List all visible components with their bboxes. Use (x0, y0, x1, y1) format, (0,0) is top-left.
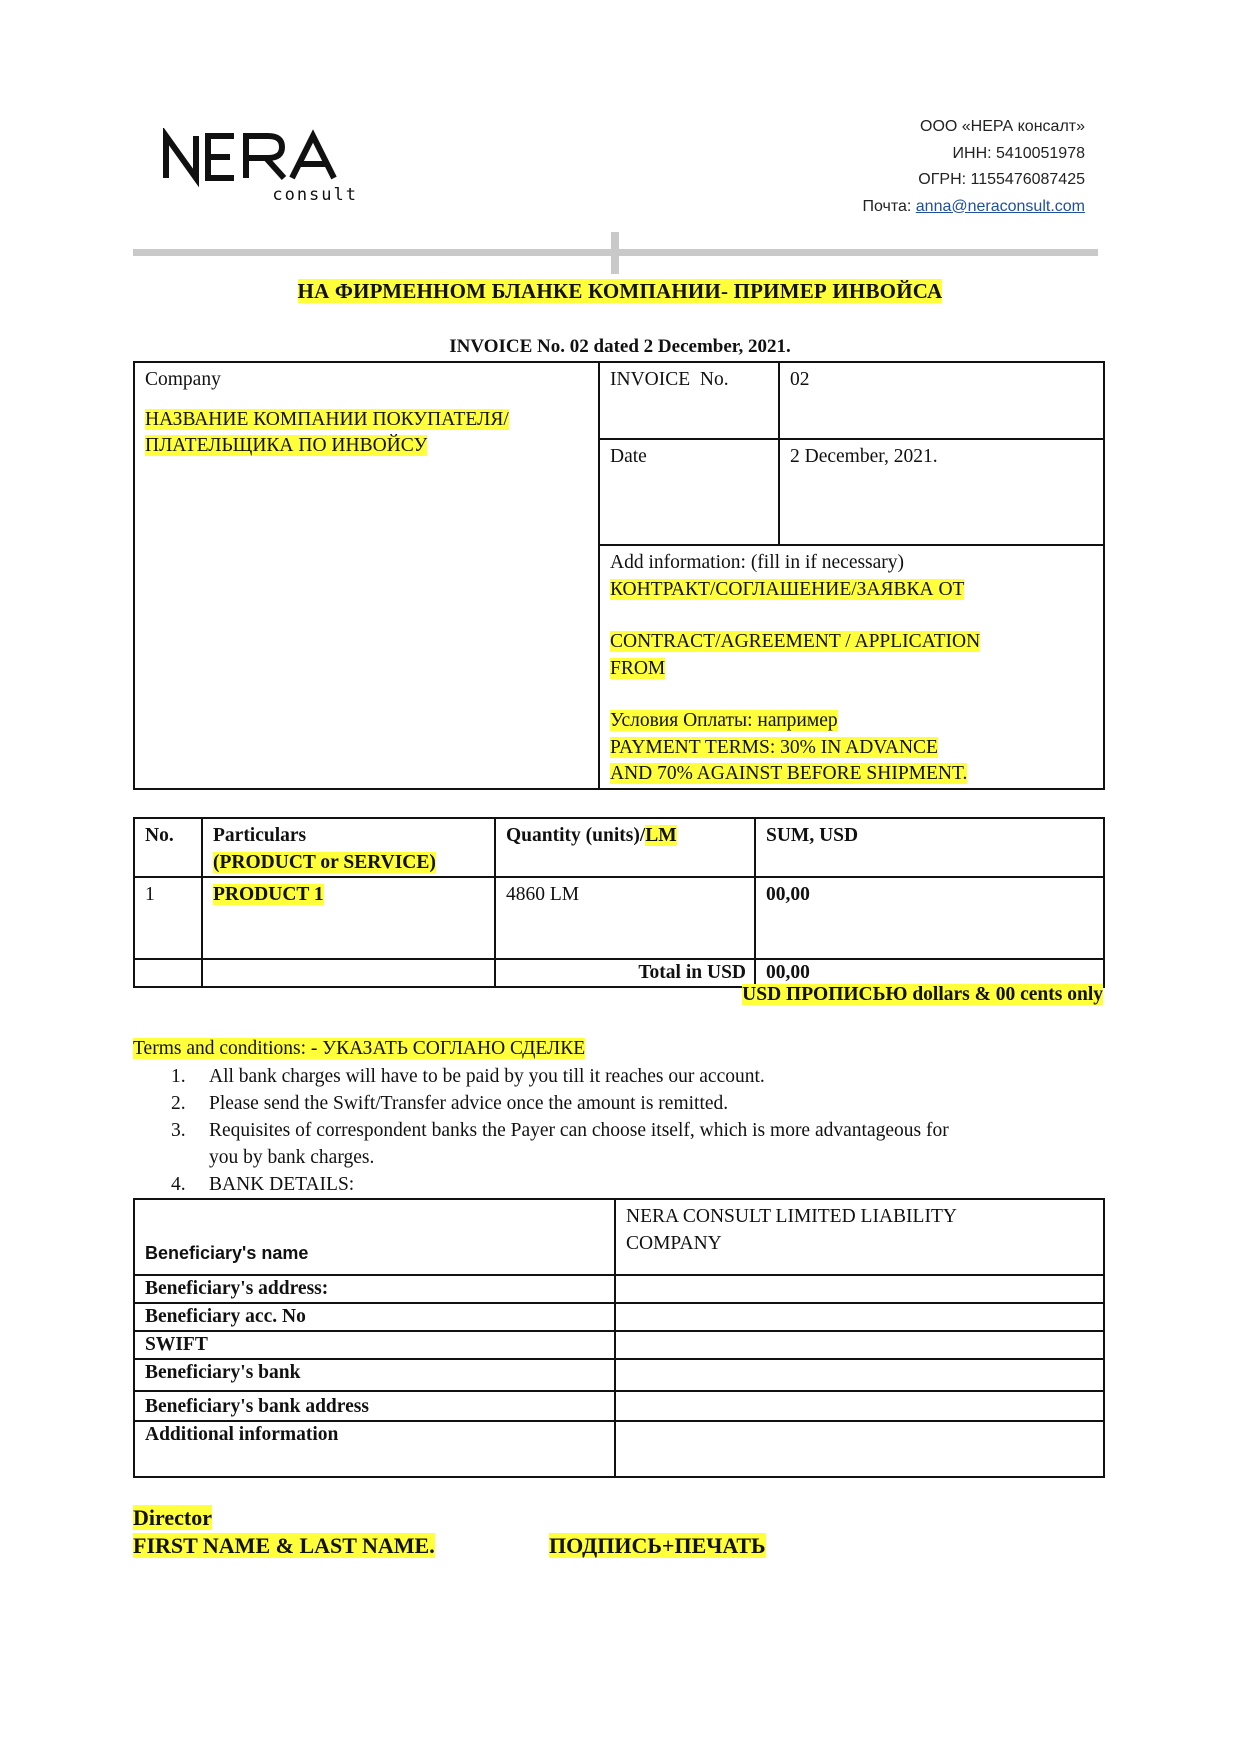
date-value: 2 December, 2021. (779, 439, 1104, 545)
invoice-no-value: 02 (779, 362, 1104, 439)
bank-row-value (615, 1421, 1104, 1477)
terms-heading-text: Terms and conditions: - УКАЗАТЬ СОГЛАНО СДЕЛКЕ (133, 1038, 586, 1059)
table-row (134, 1421, 1104, 1477)
list-item-text: All bank charges will have to be paid by you till it reaches our account. (209, 1066, 765, 1087)
invoice-info-table (133, 361, 1105, 790)
terms-list (133, 1063, 1103, 1198)
add-info-cell (599, 545, 1104, 789)
total-empty-particulars (202, 959, 495, 987)
company-inn: ИНН: 5410051978 (952, 144, 1085, 162)
signatory-title-text: Director (133, 1505, 212, 1530)
bank-row-label: Additional information (134, 1421, 615, 1477)
beneficiary-name-value (615, 1199, 1104, 1275)
row-particulars (202, 877, 495, 959)
email-label: Почта: (862, 197, 912, 215)
company-ogrn: ОГРН: 1155476087425 (918, 171, 1085, 188)
signatory-title (133, 1505, 212, 1531)
signatory-name (133, 1533, 435, 1559)
header-quantity-label: Quantity (units)/ (506, 825, 646, 846)
list-item-number: 2. (171, 1093, 186, 1114)
payment-terms-ru: Условия Оплаты: например (610, 710, 838, 731)
header-divider-tick (611, 232, 619, 274)
table-row (134, 1199, 1104, 1275)
bank-row-value (615, 1391, 1104, 1421)
total-value: 00,00 (755, 959, 1104, 987)
payment-terms-en-line1: PAYMENT TERMS: 30% IN ADVANCE (610, 736, 938, 758)
company-value-line2: ПЛАТЕЛЬЩИКА ПО ИНВОЙСУ (145, 435, 428, 456)
row-particulars-text: PRODUCT 1 (213, 884, 324, 905)
list-item-text: BANK DETAILS: (209, 1174, 355, 1195)
list-item-text: Please send the Swift/Transfer advice once the amount is remitted. (209, 1093, 729, 1114)
header-particulars-label: Particulars (213, 825, 307, 846)
list-item (133, 1117, 1103, 1171)
payment-terms-en-line2: AND 70% AGAINST BEFORE SHIPMENT. (610, 763, 968, 784)
beneficiary-name-line1: NERA CONSULT LIMITED LIABILITY (626, 1206, 957, 1227)
list-item-number: 4. (171, 1174, 186, 1195)
list-item (133, 1171, 1103, 1198)
header-no: No. (134, 818, 202, 877)
add-info-ru: КОНТРАКТ/СОГЛАШЕНИЕ/ЗАЯВКА ОТ (610, 578, 965, 600)
table-row (134, 1331, 1104, 1359)
bank-row-label: Beneficiary's bank address (134, 1391, 615, 1421)
signatory-name-text: FIRST NAME & LAST NAME. (133, 1533, 435, 1558)
table-row (134, 877, 1104, 959)
list-item-number: 1. (171, 1066, 186, 1087)
company-cell (134, 362, 599, 789)
amount-in-words-text: USD ПРОПИСЬЮ dollars & 00 cents only (742, 984, 1103, 1005)
bank-row-label: Beneficiary's address: (134, 1275, 615, 1303)
beneficiary-name-line2: COMPANY (626, 1232, 722, 1254)
list-item-number: 3. (171, 1120, 186, 1141)
bank-row-value (615, 1331, 1104, 1359)
company-email-line (862, 194, 1085, 221)
beneficiary-name-label: Beneficiary's name (134, 1199, 615, 1275)
table-row (134, 1303, 1104, 1331)
add-info-en-line1: CONTRACT/AGREEMENT / APPLICATION (610, 631, 981, 652)
add-info-en-line2: FROM (610, 657, 666, 679)
list-item (133, 1090, 1103, 1117)
row-sum: 00,00 (755, 877, 1104, 959)
terms-heading (133, 1038, 585, 1060)
date-label: Date (599, 439, 779, 545)
bank-row-value (615, 1303, 1104, 1331)
bank-details-table (133, 1198, 1105, 1478)
header-sum: SUM, USD (755, 818, 1104, 877)
total-empty-no (134, 959, 202, 987)
add-info-label: Add information: (fill in if necessary) (610, 552, 905, 573)
email-link[interactable]: anna@neraconsult.com (915, 197, 1085, 215)
table-row (134, 1391, 1104, 1421)
invoice-no-label: INVOICE No. (599, 362, 779, 439)
total-label: Total in USD (495, 959, 755, 987)
company-details (862, 114, 1085, 220)
list-item (133, 1063, 1103, 1090)
letterhead-banner (0, 279, 1240, 304)
bank-row-label: SWIFT (134, 1331, 615, 1359)
bank-row-label: Beneficiary acc. No (134, 1303, 615, 1331)
signature-stamp-label (549, 1533, 766, 1559)
banner-text: НА ФИРМЕННОМ БЛАНКЕ КОМПАНИИ- ПРИМЕР ИНВОЙСА (297, 279, 943, 303)
signature-stamp-text: ПОДПИСЬ+ПЕЧАТЬ (549, 1533, 766, 1558)
bank-row-label: Beneficiary's bank (134, 1359, 615, 1391)
row-quantity: 4860 LM (495, 877, 755, 959)
row-no: 1 (134, 877, 202, 959)
nera-consult-logo (162, 128, 362, 204)
items-header-row (134, 818, 1104, 877)
items-table (133, 817, 1105, 988)
table-row (134, 1359, 1104, 1391)
bank-row-value (615, 1359, 1104, 1391)
svg-text:consult: consult (272, 185, 358, 204)
company-value-line1: НАЗВАНИЕ КОМПАНИИ ПОКУПАТЕЛЯ/ (145, 408, 509, 430)
header-particulars (202, 818, 495, 877)
header-quantity-unit: LM (645, 825, 677, 846)
total-row (134, 959, 1104, 987)
company-name: ООО «НЕРА консалт» (920, 118, 1085, 135)
list-item-text: Requisites of correspondent banks the Payer can choose itself, which is more advantageous for you by bank charges. (209, 1120, 949, 1168)
invoice-title: INVOICE No. 02 dated 2 December, 2021. (449, 336, 791, 357)
header-quantity (495, 818, 755, 877)
bank-row-value (615, 1275, 1104, 1303)
table-row (134, 1275, 1104, 1303)
amount-in-words (742, 984, 1103, 1006)
header-particulars-sub: (PRODUCT or SERVICE) (213, 851, 436, 873)
company-label: Company (145, 369, 221, 390)
